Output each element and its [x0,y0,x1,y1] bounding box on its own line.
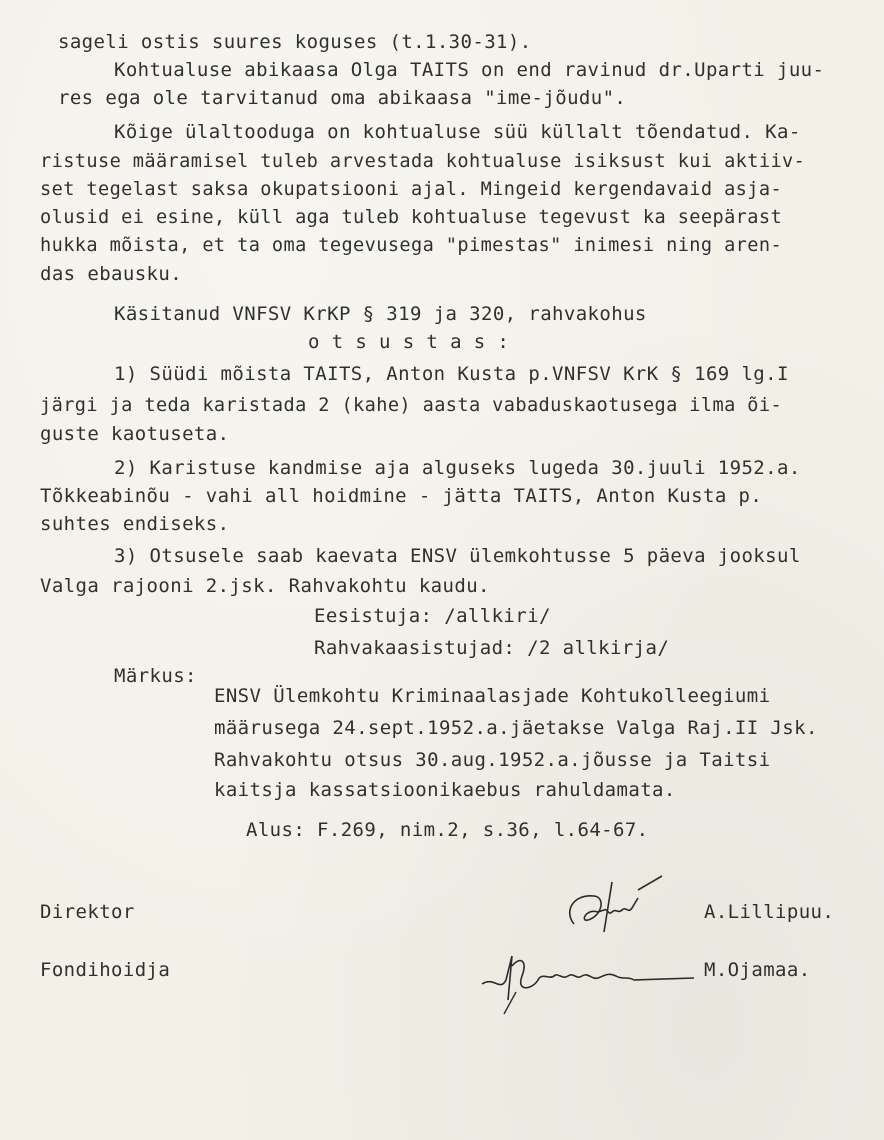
body-line: Käsitanud VNFSV KrKP § 319 ja 320, rahvakohus [114,303,647,325]
body-line: Tõkkeabinõu - vahi all hoidmine - jätta TAITS, Anton Kusta p. [40,485,763,507]
keeper-title: Fondihoidja [40,959,171,981]
director-signature [534,872,684,942]
archive-basis: Alus: F.269, nim.2, s.36, l.64-67. [246,819,649,841]
director-title: Direktor [40,901,135,923]
body-line: guste kaotuseta. [40,423,230,445]
body-line: res ega ole tarvitanud oma abikaasa "ime-jõudu". [58,87,627,109]
note-line: ENSV Ülemkohtu Kriminaalasjade Kohtukolleegiumi [214,685,771,707]
body-line: hukka mõista, et ta oma tegevusega "pimestas" inimesi ning aren- [40,235,783,256]
note-label: Märkus: [114,665,197,687]
verdict-heading: o t s u s t a s : [308,331,510,353]
body-line: Kohtualuse abikaasa Olga TAITS on end ravinud dr.Uparti juu- [114,59,825,81]
body-line: Kõige ülaltooduga on kohtualuse süü küllalt tõendatud. Ka- [114,121,801,143]
body-line: sageli ostis suures koguses (t.1.30-31). [58,31,532,53]
body-line: 3) Otsusele saab kaevata ENSV ülemkohtusse 5 päeva jooksul [114,545,801,567]
keeper-signature [476,936,706,1016]
assessors-signature-line: Rahvakaasistujad: /2 allkirja/ [314,637,670,659]
body-line: olusid ei esine, küll aga tuleb kohtualuse tegevust ka seepärast [40,207,783,228]
note-line: määrusega 24.sept.1952.a.jäetakse Valga Raj.II Jsk. [214,717,818,739]
chairman-signature-line: Eesistuja: /allkiri/ [314,605,551,627]
body-line: Valga rajooni 2.jsk. Rahvakohtu kaudu. [40,575,490,597]
body-line: 1) Süüdi mõista TAITS, Anton Kusta p.VNFSV KrK § 169 lg.I [114,363,789,385]
note-line: kaitsja kassatsioonikaebus rahuldamata. [214,779,676,801]
note-line: Rahvakohtu otsus 30.aug.1952.a.jõusse ja Taitsi [214,749,771,771]
body-line: set tegelast saksa okupatsiooni ajal. Mingeid kergendavaid asja- [40,179,783,200]
body-line: järgi ja teda karistada 2 (kahe) aasta vabaduskaotusega ilma õi- [40,395,783,416]
director-name: A.Lillipuu. [704,901,835,923]
keeper-name: M.Ojamaa. [704,959,811,981]
body-line: 2) Karistuse kandmise aja alguseks lugeda 30.juuli 1952.a. [114,457,801,479]
body-line: ristuse määramisel tuleb arvestada kohtualuse isiksust kui aktiiv- [40,151,806,172]
body-line: suhtes endiseks. [40,513,230,535]
body-line: das ebausku. [40,263,183,285]
